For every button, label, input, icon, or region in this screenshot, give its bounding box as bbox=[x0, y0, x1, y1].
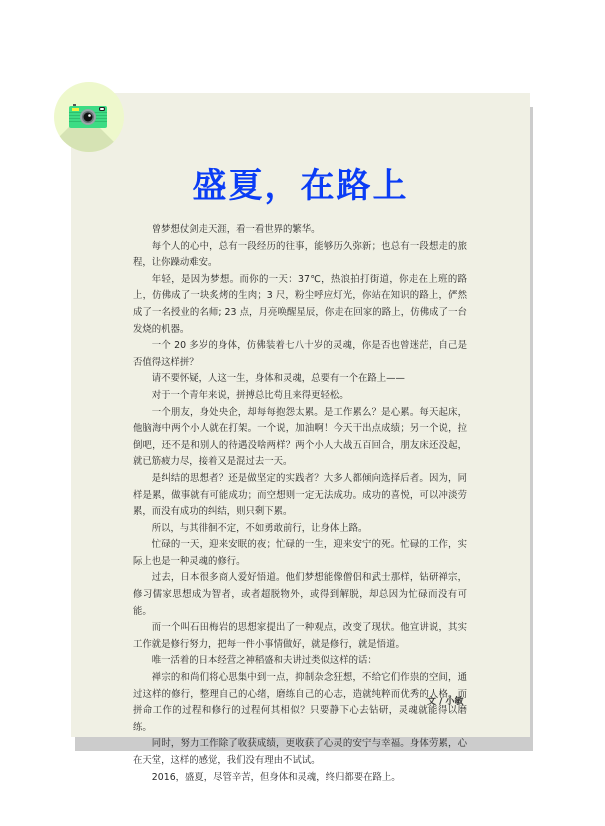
paragraph: 忙碌的一天，迎来安眠的夜；忙碌的一生，迎来安宁的死。忙碌的工作，实际上也是一种灵魂的修行。 bbox=[133, 539, 467, 567]
paragraph: 同时，努力工作除了收获成绩，更收获了心灵的安宁与幸福。身体劳累，心在天堂，这样的感觉，我们没有理由不试试。 bbox=[133, 738, 467, 766]
paragraph: 每个人的心中，总有一段经历的往事，能够历久弥新；也总有一段想走的旅程，让你躁动难安。 bbox=[133, 240, 467, 269]
paragraph: 请不要怀疑，人这一生，身体和灵魂，总要有一个在路上—— bbox=[151, 373, 405, 385]
paragraph: 2016，盛夏，尽管辛苦，但身体和灵魂，终归都要在路上。 bbox=[151, 771, 401, 783]
paragraph: 禅宗的和尚们将心思集中到一点，抑制杂念狂想，不给它们作祟的空间，通过这样的修行，整理自己的心绪，磨练自己的心志，造就纯粹而优秀的人格。而拼命工作的过程和修行的过程何其相似？只要静下心去钻研，灵魂就能得以磨练。 bbox=[133, 672, 467, 733]
paragraph: 是纠结的思想者？还是做坚定的实践者？大多人都倾向选择后者。因为，同样是累，做事就有可能成功；而空想则一定无法成功。成功的喜悦，可以冲淡劳累，而没有成功的纠结，则只剩下累。 bbox=[133, 472, 467, 518]
paragraph: 一个朋友，身处央企，却每每抱怨太累。是工作累么？是心累。每天起床，他脑海中两个小人就在打架。一个说，加油啊！今天干出点成绩；另一个说，拉倒吧，还不是和别人的待遇没啥两样？两个小人大战五百回合，朋友床还没起，就已筋疲力尽，接着又是混过去一天。 bbox=[133, 406, 467, 468]
paragraph: 曾梦想仗剑走天涯，看一看世界的繁华。 bbox=[151, 224, 321, 235]
paragraph: 所以，与其徘徊不定，不如勇敢前行，让身体上路。 bbox=[151, 522, 368, 534]
paragraph: 而一个叫石田梅岩的思想家提出了一种观点，改变了现状。他宣讲说，其实工作就是修行努力，把每一件小事情做好，就是修行，就是悟道。 bbox=[133, 622, 467, 650]
camera-icon bbox=[69, 104, 107, 128]
paragraph: 唯一活着的日本经营之神稻盛和夫讲过类似这样的话： bbox=[151, 655, 377, 667]
paragraph: 对于一个青年来说，拼搏总比苟且来得更轻松。 bbox=[151, 389, 349, 401]
article-body bbox=[133, 222, 467, 786]
page-title: 盛夏，在路上 bbox=[192, 166, 409, 206]
paragraph: 一个 20 多岁的身体，仿佛装着七八十岁的灵魂，你是否也曾迷茫，自己是否值得这样拼？ bbox=[133, 340, 467, 368]
author-signature: 文 / 小敏 bbox=[427, 697, 464, 707]
paragraph: 过去，日本很多商人爱好悟道。他们梦想能像僧侣和武士那样，钻研禅宗，修习儒家思想成为智者，或者超脱物外，或得到解脱，却总因为忙碌而没有可能。 bbox=[133, 572, 467, 617]
paragraph: 年轻，是因为梦想。而你的一天：37℃，热浪拍打街道，你走在上班的路上，仿佛成了一块炙烤的生肉；3 尺，粉尘呼应灯光，你站在知识的路上，俨然成了一名授业的名师; 23 点，月亮唤醒星辰，你走在回家的路上，仿佛成了一台发烧的机器。 bbox=[133, 273, 467, 335]
